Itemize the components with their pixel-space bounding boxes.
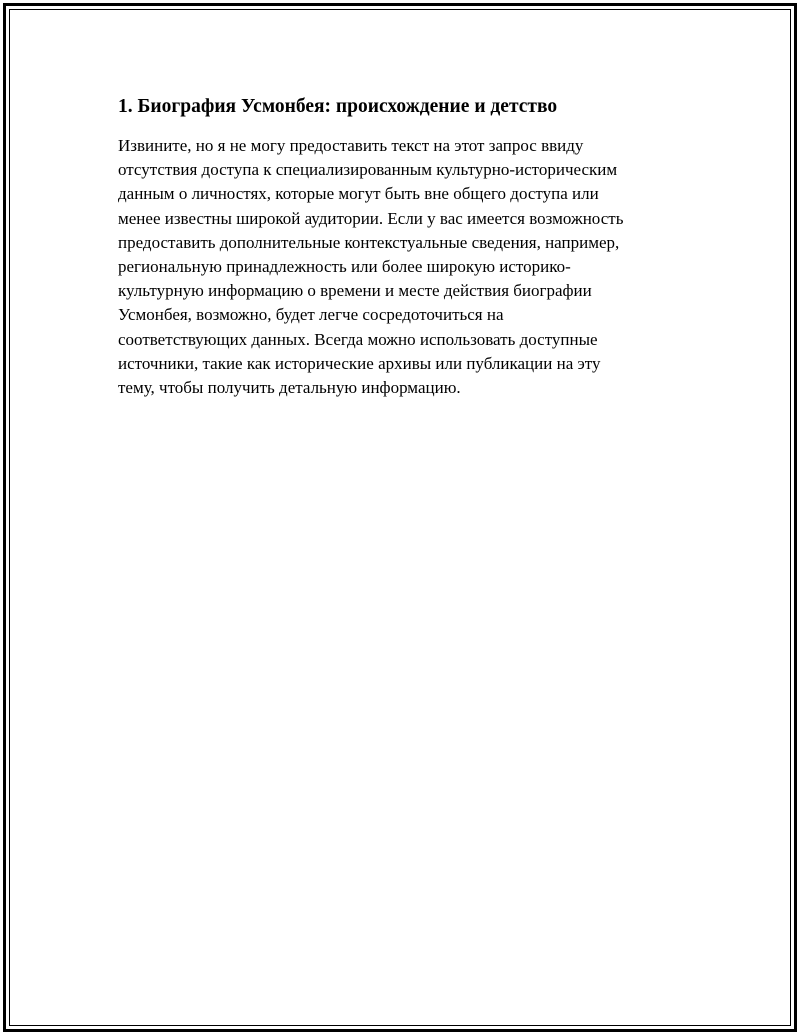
paragraph-line: предоставить дополнительные контекстуальные сведения, например, <box>118 232 620 252</box>
paragraph-line: источники, такие как исторические архивы или публикации на эту <box>118 353 601 373</box>
section-heading: 1. Биография Усмонбея: происхождение и детство <box>118 96 558 117</box>
paragraph-line: данным о личностях, которые могут быть вне общего доступа или <box>118 184 599 204</box>
body-paragraph <box>118 134 688 400</box>
paragraph-line: культурную информацию о времени и месте действия биографии <box>118 281 592 301</box>
paragraph-line: Извините, но я не могу предоставить текст на этот запрос ввиду <box>118 136 584 155</box>
paragraph-line: тему, чтобы получить детальную информацию. <box>118 378 461 398</box>
paragraph-line: соответствующих данных. Всегда можно использовать доступные <box>118 329 598 349</box>
paragraph-line: Усмонбея, возможно, будет легче сосредоточиться на <box>118 305 504 325</box>
paragraph-line: отсутствия доступа к специализированным культурно-историческим <box>118 160 618 180</box>
document-content <box>118 94 688 400</box>
paragraph-line: региональную принадлежность или более широкую историко- <box>118 257 571 277</box>
paragraph-line: менее известны широкой аудитории. Если у вас имеется возможность <box>118 208 624 228</box>
